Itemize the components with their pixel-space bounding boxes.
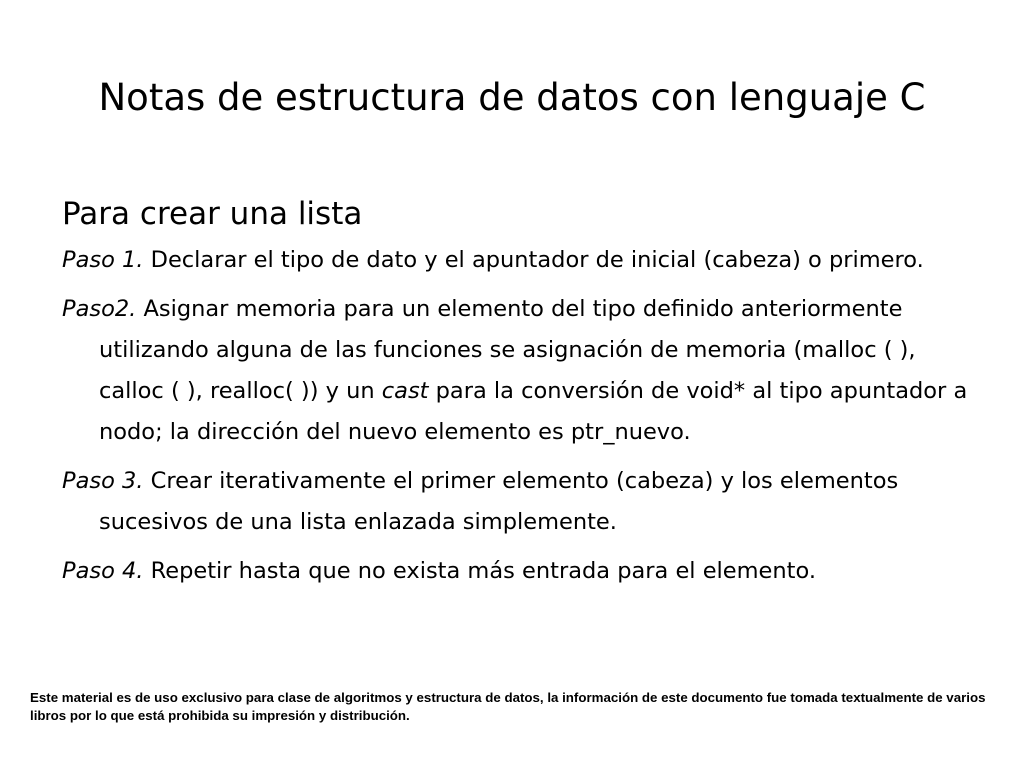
step-1 [62,240,972,281]
slide-title: Notas de estructura de datos con lenguaje C [98,76,926,119]
step-2 [62,289,972,453]
section-heading: Para crear una lista [62,196,363,232]
step-4 [62,551,972,592]
step-emphasis: cast [381,378,429,404]
step-text: Crear iterativamente el primer elemento (cabeza) y los elementos sucesivos de una lista enlazada simplemente. [99,468,899,535]
footer-note: Este material es de uso exclusivo para clase de algoritmos y estructura de datos, la información de este documento fue tomada textualmente de varios libros por lo que está prohibida su impresión y distribución. [30,690,986,723]
step-text-continued: para la conversión de void* al tipo apuntador a nodo; la dirección del nuevo elemento es ptr_nuevo. [99,378,968,445]
step-label: Paso2. [62,296,137,322]
step-text: Declarar el tipo de dato y el apuntador de inicial (cabeza) o primero. [143,247,924,273]
step-3 [62,461,972,543]
slide-content [62,192,972,600]
step-text: Asignar memoria para un elemento del tipo definido anteriormente utilizando alguna de las funciones se asignación de memoria (malloc ( ), calloc ( ), realloc( )) y un [99,296,916,404]
step-label: Paso 4. [62,558,144,584]
step-label: Paso 3. [62,468,144,494]
step-label: Paso 1. [62,247,144,273]
step-text: Repetir hasta que no exista más entrada para el elemento. [143,558,817,584]
